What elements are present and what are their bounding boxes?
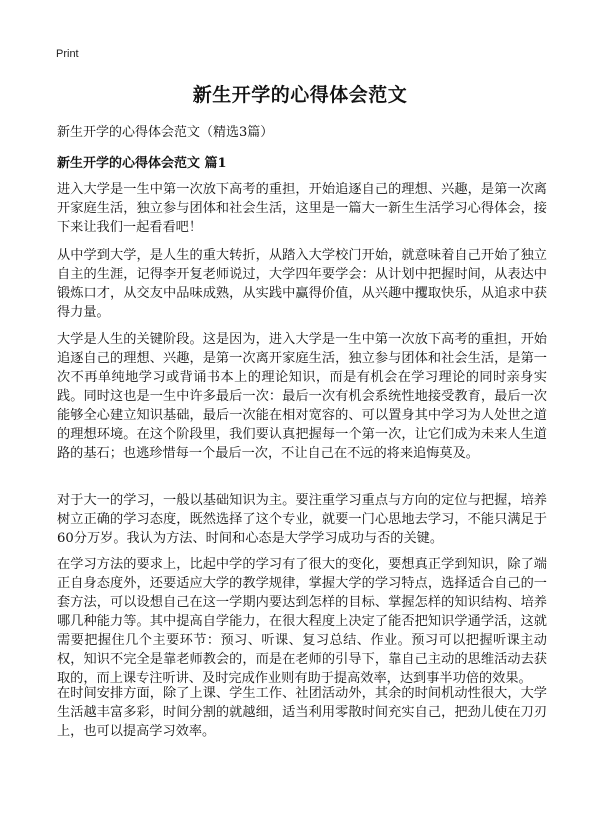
section-heading: 新生开学的心得体会范文 篇1 <box>57 156 227 171</box>
paragraph: 进入大学是一生中第一次放下高考的重担，开始追逐自己的理想、兴趣，是第一次离开家庭生活，独立参与团体和社会生活，这里是一篇大一新生生活学习心得体会，接下来让我们一起看看吧！ <box>57 182 547 235</box>
paragraph: 在时间安排方面，除了上课、学生工作、社团活动外，其余的时间机动性很大，大学生活越丰富多彩，时间分割的就越细，适当利用零散时间充实自己，把劲儿使在刀刃上，也可以提高学习效率。 <box>57 686 547 739</box>
paragraph: 对于大一的学习，一般以基础知识为主。要注重学习重点与方向的定位与把握，培养树立正确的学习态度，既然选择了这个专业，就要一门心思地去学习，不能只满足于60分万岁。我认为方法、时间和心态是大学学习成功与否的关键。 <box>57 493 547 546</box>
document-subtitle: 新生开学的心得体会范文（精选3篇） <box>57 125 274 140</box>
page-title: 新生开学的心得体会范文 <box>192 84 408 106</box>
paragraph: 从中学到大学，是人生的重大转折，从踏入大学校门开始，就意味着自己开始了独立自主的生涯，记得李开复老师说过，大学四年要学会：从计划中把握时间，从表达中锻炼口才，从交友中品味成熟，从实践中赢得价值，从兴趣中攫取快乐，从追求中获得力量。 <box>57 248 547 320</box>
paragraph: 大学是人生的关键阶段。这是因为，进入大学是一生中第一次放下高考的重担，开始追逐自己的理想、兴趣，是第一次离开家庭生活，独立参与团体和社会生活，是第一次不再单纯地学习或背诵书本上的理论知识，而是有机会在学习理论的同时亲身实践。同时这也是一生中许多最后一次：最后一次有机会系统性地接受教育，最后一次能够全心建立知识基础，最后一次能在相对宽容的、可以置身其中学习为人处世之道的理想环境。在这个阶段里，我们要认真把握每一个第一次，让它们成为未来人生道路的基石；也逃珍惜每一个最后一次，不让自己在不远的将来追悔莫及。 <box>57 332 547 461</box>
print-link[interactable]: Print <box>56 48 79 60</box>
paragraph: 在学习方法的要求上，比起中学的学习有了很大的变化，要想真正学到知识，除了端正自身态度外，还要适应大学的教学规律，掌握大学的学习特点，选择适合自己的一套方法，可以设想自己在这一学期内要达到怎样的目标、掌握怎样的知识结构、培养哪几种能力等。其中提高自学能力，在很大程度上决定了能否把知识学通学活，这就需要把握住几个主要环节：预习、听课、复习总结、作业。预习可以把握听课主动权，知识不完全是靠老师教会的，而是在老师的引导下，靠自己主动的思维活动去获取的，而上课专注听讲、及时完成作业则有助于提高效率，达到事半功倍的效果。 <box>57 557 547 686</box>
